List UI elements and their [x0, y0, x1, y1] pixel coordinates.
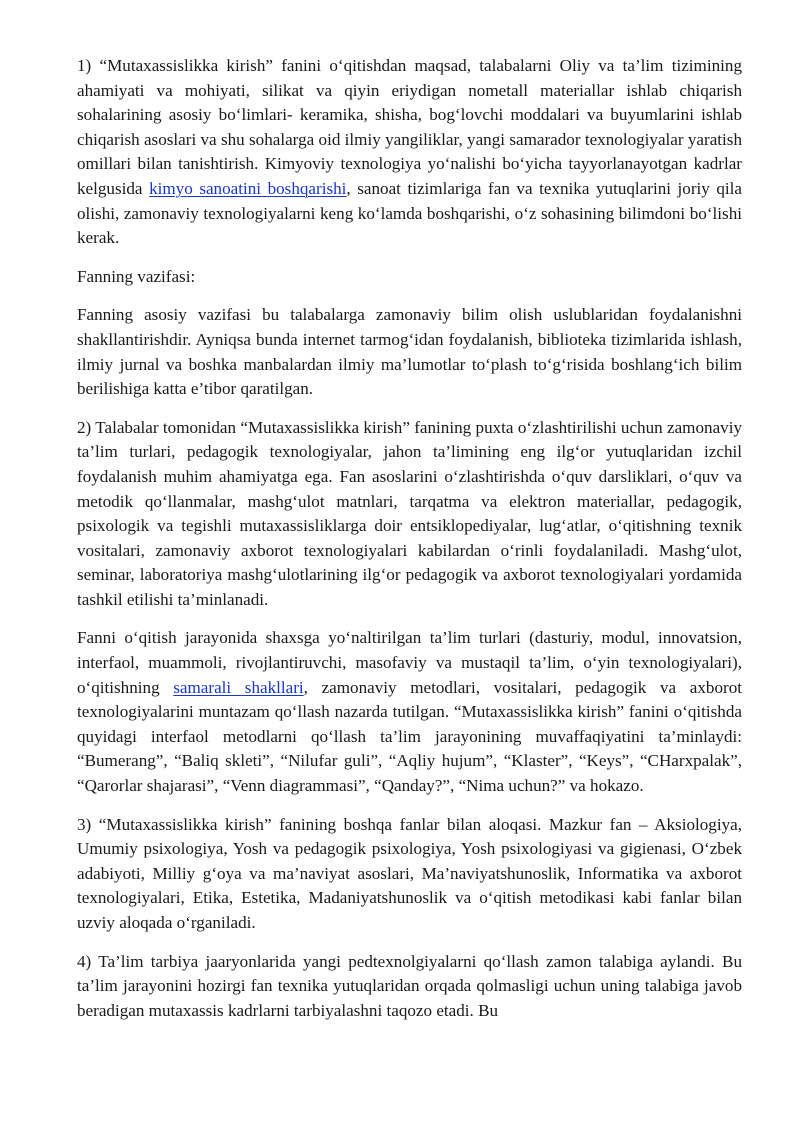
- paragraph-teaching-process-text-end: , zamonaviy metodlari, vositalari, pedagogik va axborot texnologiyalarini muntazam qo‘llash nazarda tutilgan. “Mutaxassislikka kirish” fanini o‘qitishda quyidagi interfaol metodlarni qo‘llash ta’lim jarayonining muvaffaqiyatini ta’minlaydi: “Bumerang”, “Baliq skleti”, “Nilufar guli”, “Aqliy hujum”, “Klaster”, “Keys”, “CHarxpalak”, “Qarorlar shajarasi”, “Venn diagrammasi”, “Qanday?”, “Nima uchun?” va hokazo.: [77, 677, 742, 796]
- paragraph-teaching-process-text-start: Fanni o‘qitish jarayonida shaxsga yo‘naltirilgan ta’lim turlari (dasturiy, modul, innovatsion, interfaol, muammoli, rivojlantiruvchi, masofaviy va mustaqil ta’lim, o‘yin texnologiyalari), o‘qitishning: [77, 628, 742, 697]
- paragraph-purpose-text-start: 1) “Mutaxassislikka kirish” fanini o‘qitishdan maqsad, talabalarni Oliy va ta’lim tizimining ahamiyati va mohiyati, silikat va qiyin eriydigan nometall materiallar ishlab chiqarish sohalarining asosiy bo‘limlari- keramika, shisha, bog‘lovchi moddalari va buyumlarini ishlab chiqarish asoslari va shu sohalarga oid ilmiy yangiliklar, yangi samarador texnologiyalar yaratish omillari bilan tanishtirish. Kimyoviy texnologiya yo‘nalishi bo‘yicha tayyorlanayotgan kadrlar kelgusida: [77, 56, 742, 198]
- paragraph-purpose-text-end: , sanoat tizimlariga fan va texnika yutuqlarini joriy qila olishi, zamonaviy texnologiyalarni keng ko‘lamda boshqarishi, o‘z sohasining bilimdoni bo‘lishi kerak.: [77, 178, 743, 248]
- link-kimyo-sanoatini-boshqarishi[interactable]: kimyo sanoatini boshqarishi: [149, 178, 347, 198]
- link-samarali-shakllari[interactable]: samarali shakllari: [173, 677, 304, 697]
- paragraph-main-task: Fanning asosiy vazifasi bu talabalarga zamonaviy bilim olish uslublaridan foydalanishni shakllantirishdir. Ayniqsa bunda internet tarmog‘idan foydalanish, biblioteka tizimlarida ishlash, ilmiy jurnal va boshka manbalardan ilmiy ma’lumotlar to‘plash to‘g‘risida boshlang‘ich bilim berilishiga katta e’tibor qaratilgan.: [77, 305, 742, 399]
- section-heading-vazifasi: Fanning vazifasi:: [77, 266, 196, 286]
- paragraph-related-subjects: 3) “Mutaxassislikka kirish” fanining boshqa fanlar bilan aloqasi. Mazkur fan – Aksiologiya, Umumiy psixologiya, Yosh va pedagogik psixologiya, Yosh psixologiyasi va gigienasi, O‘zbek adabiyoti, Milliy g‘oya va ma’naviyat asoslari, Ma’naviyatshunoslik, Informatika va axborot texnologiyalari, Etika, Estetika, Madaniyatshunoslik va o‘qitish metodikasi kabi fanlar bilan uzviy aloqada o‘rganiladi.: [77, 814, 742, 932]
- paragraph-teaching-process: [77, 626, 742, 798]
- paragraph-purpose: [77, 54, 742, 251]
- paragraph-education-types: 2) Talabalar tomonidan “Mutaxassislikka kirish” fanining puxta o‘zlashtirilishi uchun zamonaviy ta’lim turlari, pedagogik texnologiyalar, jahon ta’limining eng ilg‘or yutuqlaridan izchil foydalanish muhim ahamiyatga ega. Fan asoslarini o‘zlashtirishda o‘quv darsliklari, o‘quv va metodik qo‘llanmalar, mashg‘ulot matnlari, tarqatma va elektron materiallar, pedagogik, psixologik va tegishli mutaxassisliklarga doir entsiklopediyalar, lug‘atlar, o‘qitishning texnik vositalari, zamonaviy axborot texnologiyalari kabilardan o‘rinli foydalaniladi. Mashg‘ulot, seminar, laboratoriya mashg‘ulotlarining ilg‘or pedagogik va axborot texnologiyalari yordamida tashkil etilishi ta’minlanadi.: [77, 417, 742, 609]
- paragraph-pedtechnology: 4) Ta’lim tarbiya jaaryonlarida yangi pedtexnolgiyalarni qo‘llash zamon talabiga aylandi. Bu ta’lim jarayonini hozirgi fan texnika yutuqlaridan orqada qolmasligi uchun uning talabiga javob beradigan mutaxassis kadrlarni tarbiyalashni taqozo etadi. Bu: [77, 951, 742, 1020]
